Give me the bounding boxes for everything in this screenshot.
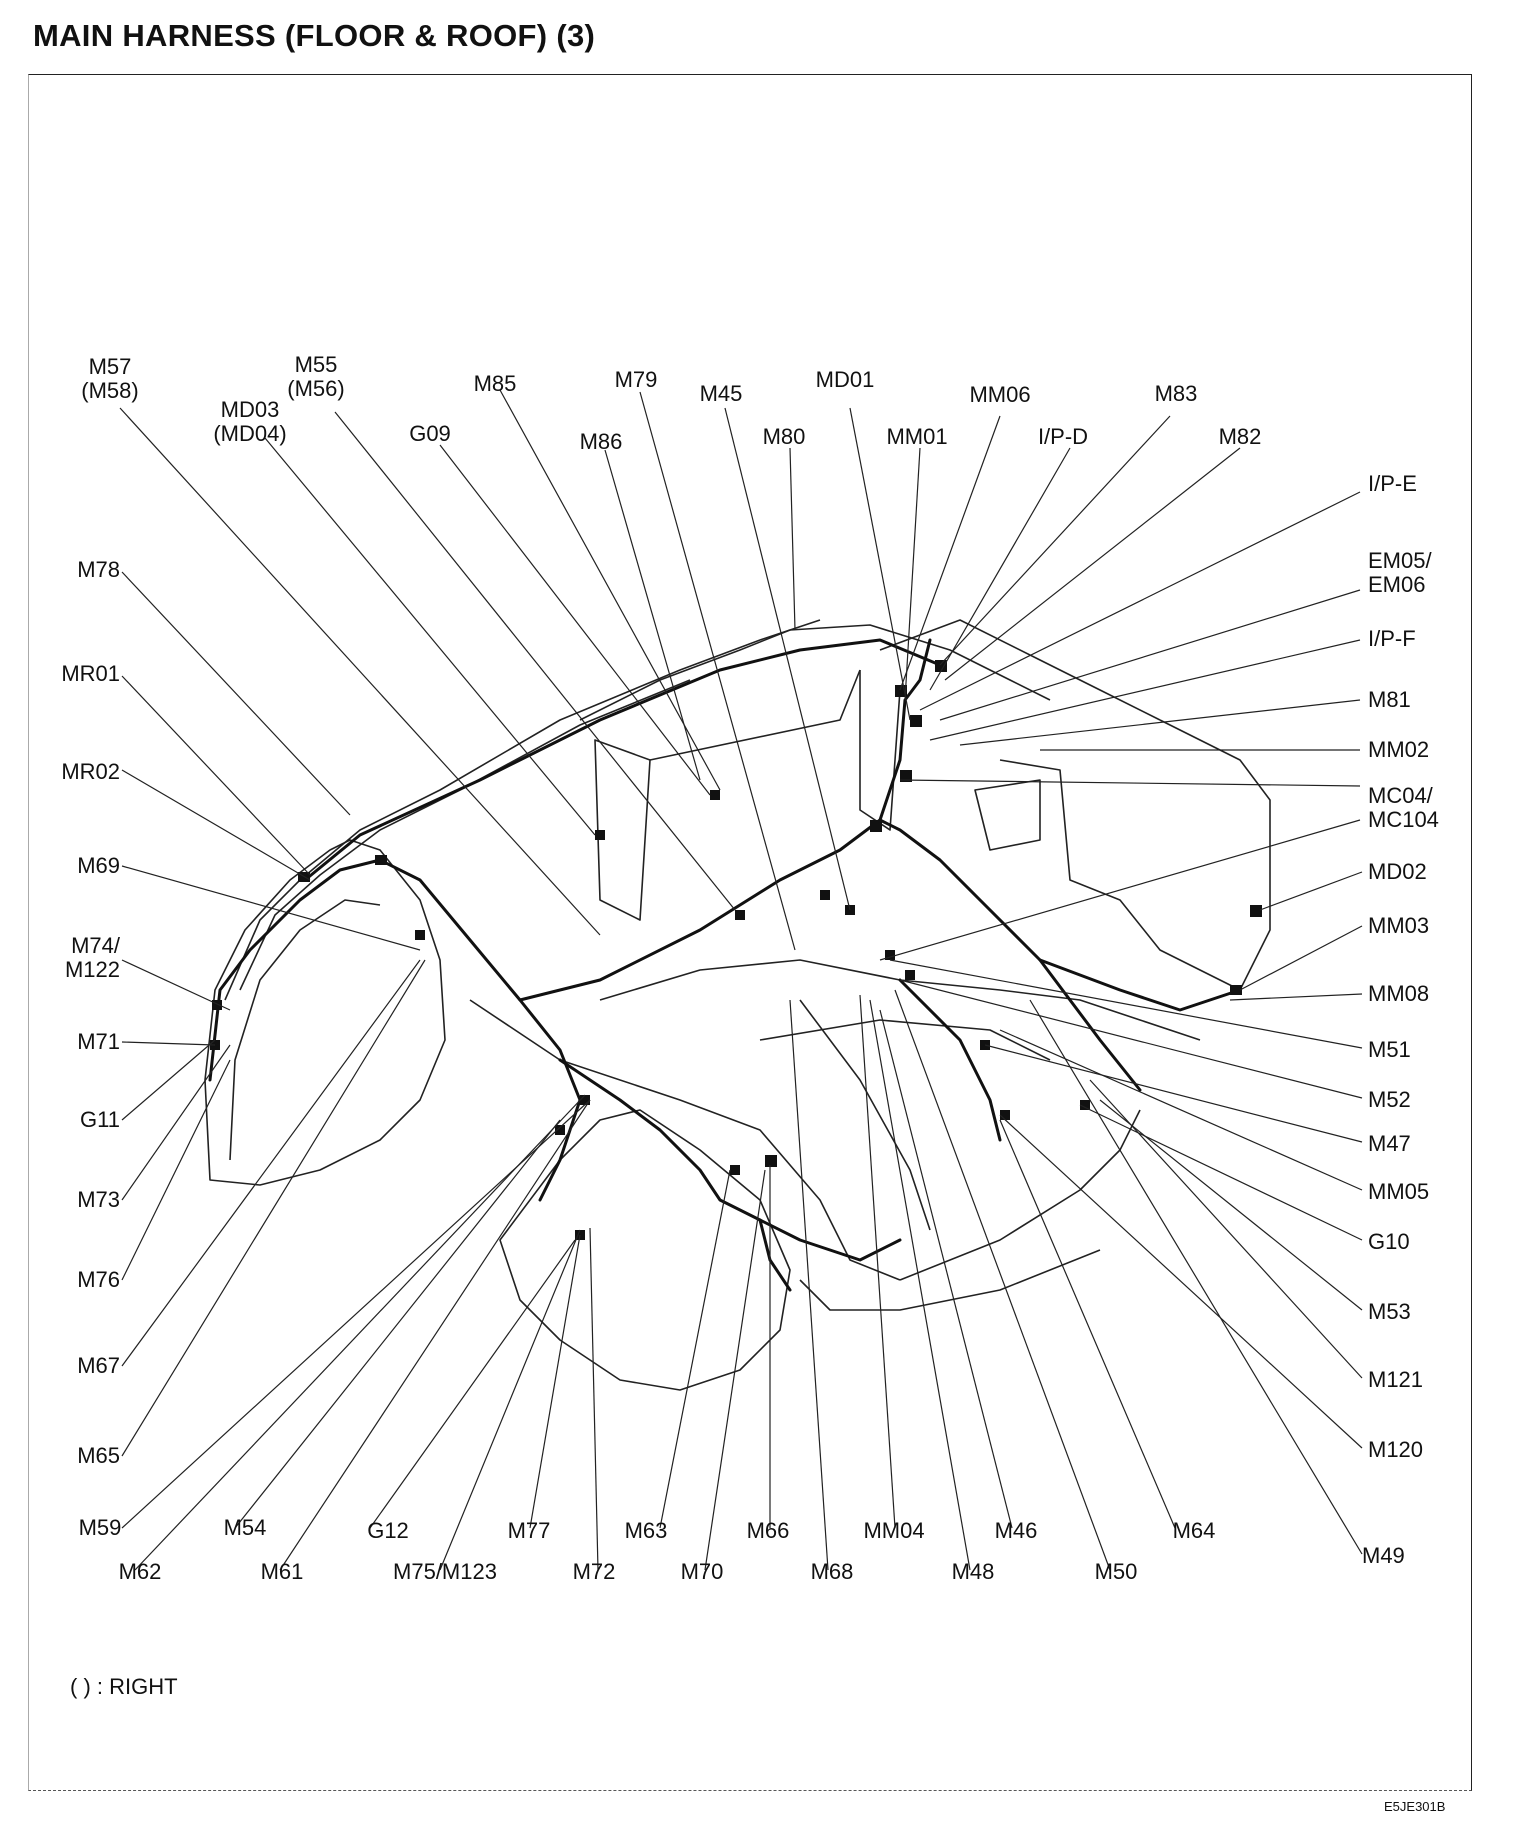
leader-line <box>930 448 1070 690</box>
leader-line <box>880 820 1360 960</box>
leader-line <box>530 1235 580 1528</box>
floor-crossmember <box>760 1020 1050 1060</box>
roof-rail-left-inner <box>240 680 690 990</box>
label-m54: M54 <box>223 1515 267 1540</box>
leader-line <box>235 1120 560 1528</box>
connector <box>870 820 882 832</box>
leader-line <box>880 1010 1012 1528</box>
label-m69: M69 <box>77 853 120 878</box>
leader-line <box>265 438 595 835</box>
label-m48: M48 <box>951 1559 995 1584</box>
label-m61: M61 <box>260 1559 304 1584</box>
vehicle-body-outline <box>205 620 1270 1390</box>
label-m75-m123: M75/M123 <box>393 1559 497 1584</box>
harness-roof-rail <box>305 640 940 880</box>
leader-line <box>122 960 230 1010</box>
label-mm05: MM05 <box>1368 1179 1430 1204</box>
label-m64: M64 <box>1172 1518 1216 1543</box>
leader-line <box>945 448 1240 680</box>
leader-line <box>1230 994 1362 1000</box>
label-ip-d: I/P-D <box>1037 424 1089 449</box>
harness-front-drop <box>760 1220 790 1290</box>
leader-line <box>940 416 1170 665</box>
harness-roof-left-branch <box>210 820 880 1080</box>
connector <box>710 790 720 800</box>
leader-line <box>122 1042 215 1045</box>
label-m65: M65 <box>77 1443 120 1468</box>
label-g09: G09 <box>409 421 451 446</box>
leader-line <box>960 700 1360 745</box>
connector <box>1000 1110 1010 1120</box>
label-m76: M76 <box>77 1267 120 1292</box>
label-ip-e: I/P-E <box>1368 471 1417 496</box>
label-m83: M83 <box>1154 381 1198 406</box>
rear-wheelhouse-outline <box>205 840 445 1185</box>
roof-rail-left <box>225 620 820 1000</box>
leader-line <box>790 1000 828 1570</box>
right-pillar <box>1160 720 1270 990</box>
label-m63: M63 <box>624 1518 668 1543</box>
label-m57-m58: M57 (M58) <box>81 354 139 403</box>
label-m49: M49 <box>1362 1543 1405 1568</box>
page-title: MAIN HARNESS (FLOOR & ROOF) (3) <box>33 18 596 53</box>
connector-markers <box>210 660 1262 1240</box>
label-m51: M51 <box>1368 1037 1411 1062</box>
connector <box>415 930 425 940</box>
label-g12: G12 <box>367 1518 409 1543</box>
connector <box>375 855 387 865</box>
connector <box>595 830 605 840</box>
label-mm04: MM04 <box>863 1518 925 1543</box>
leader-line <box>905 448 920 700</box>
harness-floor-center <box>880 820 1140 1090</box>
harness-dash-riser <box>880 640 930 820</box>
leader-line <box>1090 1080 1362 1378</box>
drawing-code: E5JE301B <box>1384 1799 1446 1814</box>
leader-line <box>280 1100 590 1570</box>
leader-line <box>122 960 425 1456</box>
leader-line <box>122 1060 230 1280</box>
connector <box>1250 905 1262 917</box>
label-m85: M85 <box>473 371 517 396</box>
leader-line <box>122 866 420 950</box>
roof-header <box>580 625 1050 720</box>
leader-line <box>122 960 420 1366</box>
label-mm02: MM02 <box>1368 737 1430 762</box>
label-g11: G11 <box>80 1107 120 1132</box>
pillar-a-left <box>860 670 900 830</box>
leader-line <box>725 408 850 910</box>
leader-line <box>122 1040 215 1120</box>
leader-line <box>920 492 1360 710</box>
label-m55-m56: M55 (M56) <box>287 352 345 401</box>
connector <box>730 1165 740 1175</box>
connector <box>735 910 745 920</box>
console-box <box>975 780 1040 850</box>
leader-line <box>370 1240 575 1528</box>
leader-line <box>335 412 735 910</box>
harness-tunnel <box>900 980 1000 1140</box>
connector <box>580 1095 590 1105</box>
floor-front-edge <box>900 1110 1140 1280</box>
label-ip-f: I/P-F <box>1368 626 1416 651</box>
label-mm01: MM01 <box>886 424 948 449</box>
label-m47: M47 <box>1368 1131 1411 1156</box>
label-m86: M86 <box>579 429 623 454</box>
leader-line <box>890 960 1362 1048</box>
label-mr02: MR02 <box>61 759 120 784</box>
leader-line <box>895 990 1110 1570</box>
label-m59: M59 <box>78 1515 122 1540</box>
harness-rear-branch <box>520 1000 580 1200</box>
label-mm03: MM03 <box>1368 913 1430 938</box>
label-m121: M121 <box>1368 1367 1424 1392</box>
leader-line <box>120 408 600 935</box>
leader-line <box>122 770 310 880</box>
label-mm06: MM06 <box>969 382 1031 407</box>
label-g10: G10 <box>1368 1229 1410 1254</box>
leader-line <box>900 780 1360 786</box>
label-m73: M73 <box>77 1187 120 1212</box>
leader-line <box>1000 1120 1175 1528</box>
label-m77: M77 <box>507 1518 551 1543</box>
label-m62: M62 <box>118 1559 162 1584</box>
leader-line <box>590 1228 598 1570</box>
label-m68: M68 <box>810 1559 854 1584</box>
label-md02: MD02 <box>1368 859 1427 884</box>
connector <box>910 715 922 727</box>
label-m67: M67 <box>77 1353 120 1378</box>
floor-rear-edge <box>600 960 1200 1040</box>
label-md01: MD01 <box>815 367 875 392</box>
label-m120: M120 <box>1368 1437 1424 1462</box>
leader-line <box>640 392 795 950</box>
leader-lines <box>120 390 1362 1570</box>
leader-line <box>122 1045 230 1200</box>
label-em05-em06: EM05/ EM06 <box>1368 548 1432 597</box>
label-m45: M45 <box>699 381 743 406</box>
leader-line <box>1080 1105 1362 1240</box>
label-m80: M80 <box>762 424 806 449</box>
connector <box>820 890 830 900</box>
legend-right-note: ( ) : RIGHT <box>70 1674 178 1699</box>
label-m50: M50 <box>1094 1559 1138 1584</box>
label-m53: M53 <box>1368 1299 1411 1324</box>
harness-left-sill <box>560 1060 900 1260</box>
label-m78: M78 <box>77 557 120 582</box>
leader-line <box>1240 926 1362 990</box>
label-m81: M81 <box>1368 687 1411 712</box>
label-m70: M70 <box>680 1559 724 1584</box>
leader-line <box>1260 872 1362 910</box>
label-md03-md04: MD03 (MD04) <box>213 397 287 446</box>
leader-line <box>790 448 795 630</box>
leader-line <box>705 1170 765 1570</box>
leader-line <box>135 1095 585 1570</box>
leader-line <box>605 450 700 780</box>
leader-line <box>930 640 1360 740</box>
leader-line <box>122 572 350 815</box>
front-wheelhouse-outline <box>500 1110 790 1390</box>
leader-line <box>1030 1000 1362 1554</box>
label-m71: M71 <box>77 1029 120 1054</box>
leader-line <box>870 1000 970 1570</box>
leader-line <box>985 1045 1362 1142</box>
label-m66: M66 <box>746 1518 790 1543</box>
label-mr01: MR01 <box>61 661 120 686</box>
label-m79: M79 <box>614 367 658 392</box>
leader-line <box>860 995 895 1528</box>
floor-tunnel <box>800 1000 930 1230</box>
label-mc04-mc104: MC04/ MC104 <box>1368 783 1439 832</box>
label-m52: M52 <box>1368 1087 1411 1112</box>
leader-line <box>122 676 310 875</box>
label-mm08: MM08 <box>1368 981 1430 1006</box>
label-m74-m122: M74/ M122 <box>64 933 120 982</box>
connector <box>905 970 915 980</box>
label-m82: M82 <box>1218 424 1262 449</box>
rocker-lower <box>800 1250 1100 1310</box>
label-m46: M46 <box>994 1518 1038 1543</box>
connector <box>765 1155 777 1167</box>
harness-right-branch <box>1040 960 1240 1010</box>
leader-line <box>1000 1030 1362 1190</box>
label-m72: M72 <box>572 1559 616 1584</box>
